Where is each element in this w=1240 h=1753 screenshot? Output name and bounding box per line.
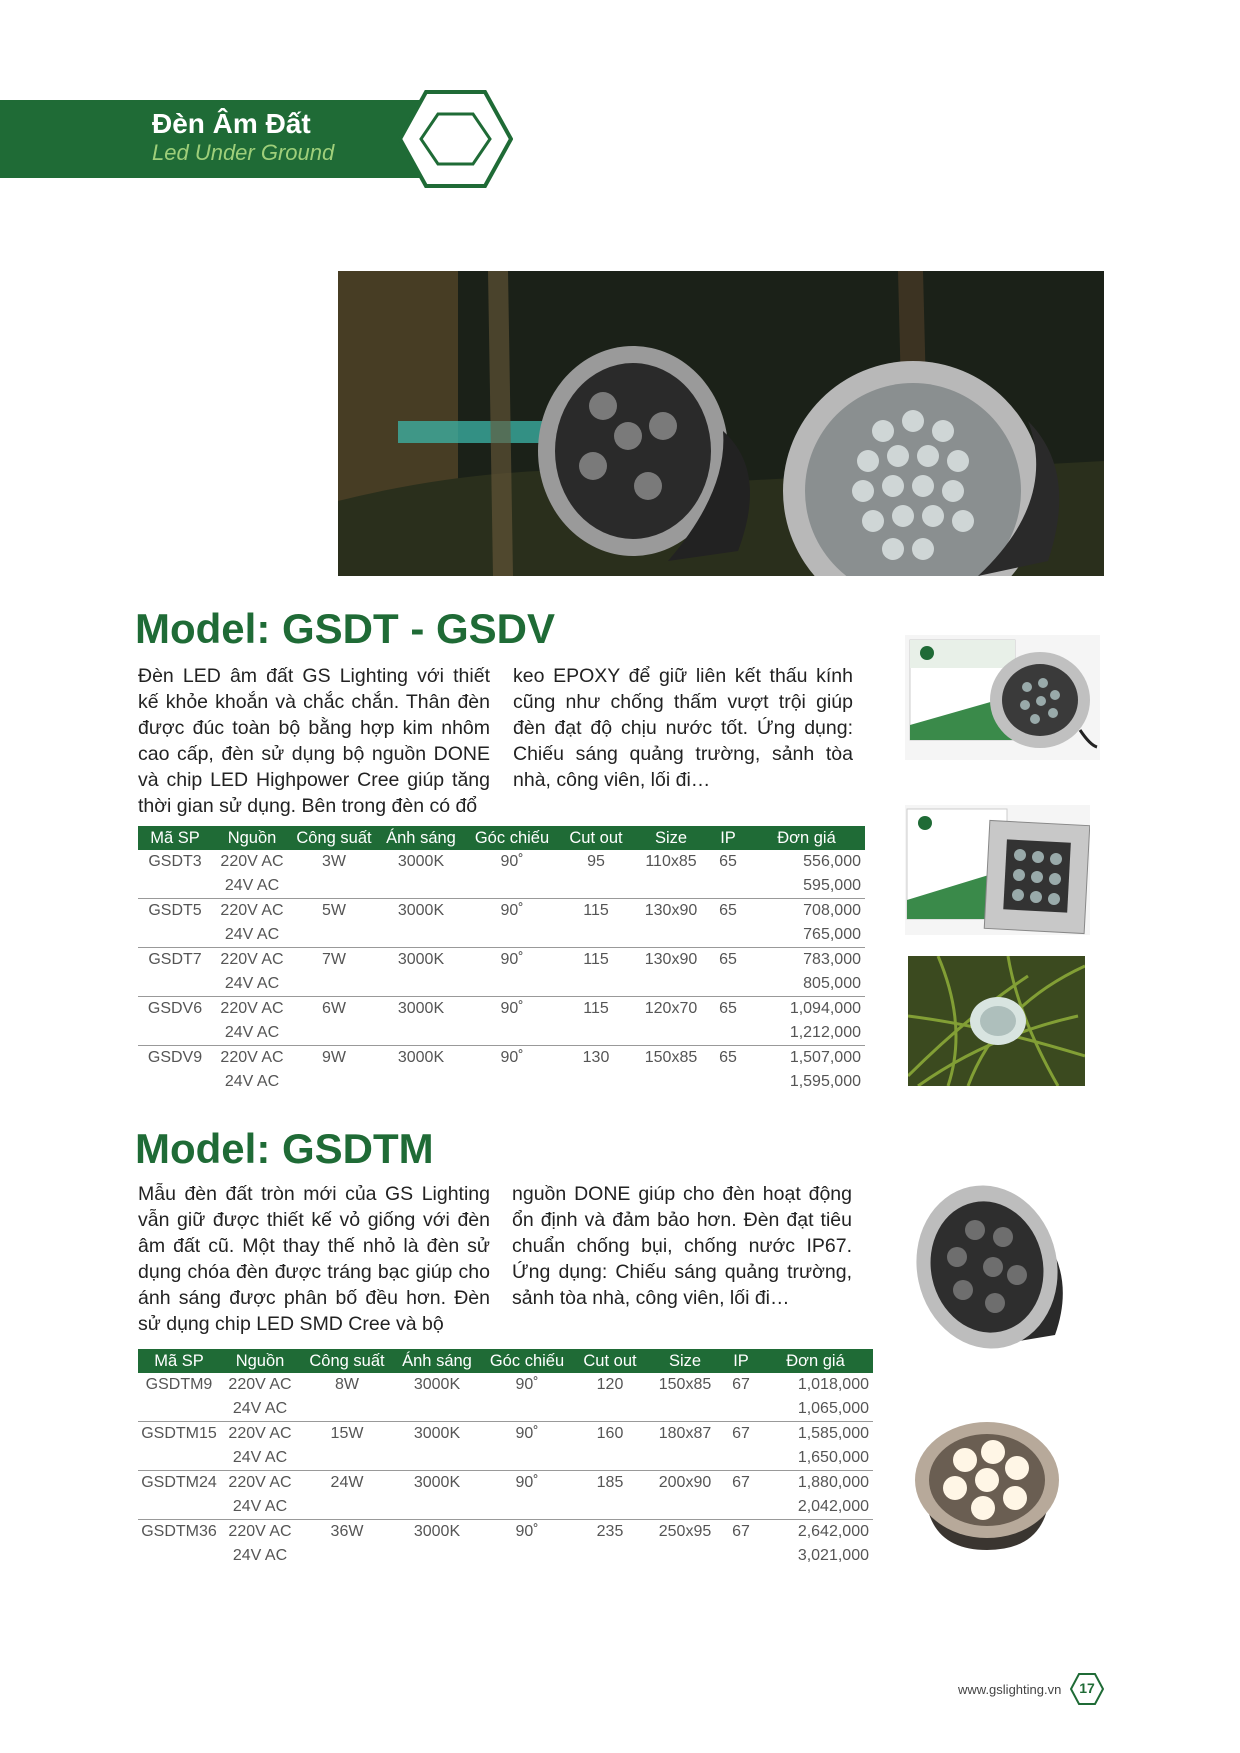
table-cell-source1: 220V AC (228, 1425, 292, 1442)
table-cell-empty (394, 1446, 480, 1471)
table-cell-empty (376, 1021, 466, 1046)
description-right: keo EPOXY để giữ liên kết thấu kính cũng như chống thấm vượt trội giúp đèn đạt độ chịu nước tốt. Ứng dụng: Chiếu sáng quảng trường, sảnh tòa nhà, công viên, lối đi… (513, 665, 853, 791)
table-cell-size: 130x90 (644, 902, 698, 919)
table-row (138, 874, 865, 899)
col-header-price: Đơn giá (748, 826, 865, 850)
table-cell-source2: 24V AC (212, 1021, 292, 1046)
table-cell-price1: 1,018,000 (797, 1376, 869, 1393)
model-title-gsdt-gsdv: Model: GSDT - GSDV (135, 605, 555, 652)
table-cell-code: GSDV6 (147, 1000, 203, 1017)
table-cell-source1: 220V AC (228, 1523, 292, 1540)
footer-website: www.gslighting.vn (958, 1682, 1062, 1697)
table-cell-light: 3000K (397, 951, 445, 968)
table-cell-empty (574, 1397, 646, 1422)
table-cell-empty (466, 1021, 558, 1046)
table-row (138, 1495, 873, 1520)
table-cell-code: GSDTM15 (141, 1425, 217, 1442)
table-cell-empty (574, 1446, 646, 1471)
table-cell-angle: 90˚ (515, 1474, 539, 1491)
table-cell-empty (466, 923, 558, 948)
spec-table-gsdt-gsdv (138, 826, 865, 1094)
table-row (138, 1046, 865, 1071)
table-cell-empty (138, 972, 212, 997)
table-row (138, 972, 865, 997)
table-cell-size: 120x70 (644, 1000, 698, 1017)
hexagon-logo-icon (398, 88, 513, 190)
table-cell-empty (138, 874, 212, 899)
table-row (138, 1373, 873, 1397)
table-cell-ip: 67 (732, 1523, 750, 1540)
table-cell-price2: 1,065,000 (758, 1397, 873, 1422)
table-cell-ip: 65 (719, 951, 737, 968)
table-cell-ip: 65 (719, 1000, 737, 1017)
table-cell-source1: 220V AC (220, 951, 284, 968)
table-cell-empty (376, 923, 466, 948)
table-cell-source1: 220V AC (220, 902, 284, 919)
table-cell-empty (708, 972, 748, 997)
table-cell-power: 5W (322, 902, 346, 919)
table-cell-empty (376, 874, 466, 899)
table-cell-price2: 3,021,000 (797, 1547, 869, 1564)
table-cell-empty (646, 1495, 724, 1520)
table-cell-power: 36W (330, 1523, 364, 1540)
col-header-cutout: Cut out (574, 1349, 646, 1373)
table-cell-empty (466, 972, 558, 997)
table-cell-empty (724, 1446, 758, 1471)
table-cell-empty (634, 972, 708, 997)
table-cell-price1: 1,507,000 (789, 1049, 861, 1066)
col-header-source: Nguồn (212, 826, 292, 850)
grass-install-photo (908, 956, 1085, 1086)
table-cell-light: 3000K (397, 902, 445, 919)
table-header-row (138, 1349, 873, 1373)
table-cell-price1: 1,094,000 (789, 1000, 861, 1017)
table-cell-power: 8W (335, 1376, 359, 1393)
table-cell-empty (574, 1495, 646, 1520)
table-cell-angle: 90˚ (515, 1425, 539, 1442)
col-header-ip: IP (724, 1349, 758, 1373)
table-cell-light: 3000K (413, 1523, 461, 1540)
table-cell-size: 180x87 (658, 1425, 712, 1442)
table-cell-source2: 24V AC (220, 1446, 300, 1471)
table-row (138, 1397, 873, 1422)
table-cell-empty (558, 1070, 634, 1094)
table-cell-empty (394, 1495, 480, 1520)
table-cell-source2: 24V AC (212, 972, 292, 997)
table-cell-code: GSDTM36 (141, 1523, 217, 1540)
table-cell-empty (138, 1495, 220, 1520)
table-cell-empty (292, 874, 376, 899)
table-row (138, 899, 865, 924)
model-title-gsdtm: Model: GSDTM (135, 1125, 434, 1172)
table-cell-light: 3000K (413, 1425, 461, 1442)
spec-table-gsdtm (138, 1349, 873, 1568)
table-cell-empty (138, 1070, 212, 1094)
table-cell-empty (708, 874, 748, 899)
table-cell-empty (138, 1021, 212, 1046)
table-cell-empty (466, 874, 558, 899)
table-cell-empty (292, 972, 376, 997)
table-cell-ip: 67 (732, 1376, 750, 1393)
table-cell-price2: 2,042,000 (758, 1495, 873, 1520)
table-cell-price2: 805,000 (748, 972, 865, 997)
table-cell-empty (708, 923, 748, 948)
page-title: Đèn Âm Đất (152, 108, 311, 139)
col-header-price: Đơn giá (758, 1349, 873, 1373)
table-cell-empty (646, 1397, 724, 1422)
table-row (138, 948, 865, 973)
table-cell-empty (634, 1021, 708, 1046)
table-cell-power: 3W (322, 853, 346, 870)
table-cell-price2: 1,212,000 (748, 1021, 865, 1046)
table-cell-cutout: 115 (583, 951, 609, 968)
table-cell-source2: 24V AC (232, 1547, 288, 1564)
table-cell-size: 110x85 (645, 853, 697, 870)
table-cell-empty (646, 1446, 724, 1471)
col-header-code: Mã SP (138, 826, 212, 850)
product-box-photo-square (905, 805, 1090, 935)
table-cell-size: 150x85 (644, 1049, 698, 1066)
table-cell-empty (724, 1544, 758, 1568)
table-cell-power: 9W (322, 1049, 346, 1066)
table-cell-empty (558, 1021, 634, 1046)
table-cell-empty (724, 1397, 758, 1422)
table-cell-ip: 65 (719, 1049, 737, 1066)
table-cell-cutout: 235 (596, 1523, 624, 1540)
table-cell-price1: 556,000 (803, 853, 861, 870)
table-cell-empty (708, 1070, 748, 1094)
table-cell-angle: 90˚ (500, 1049, 524, 1066)
table-cell-source1: 220V AC (228, 1376, 292, 1393)
table-cell-angle: 90˚ (500, 853, 524, 870)
col-header-power: Công suất (292, 826, 376, 850)
table-cell-light: 3000K (397, 853, 445, 870)
col-header-light: Ánh sáng (376, 826, 466, 850)
table-cell-price2: 1,650,000 (758, 1446, 873, 1471)
table-cell-empty (138, 1446, 220, 1471)
table-cell-empty (292, 1021, 376, 1046)
table-cell-code: GSDTM24 (141, 1474, 217, 1491)
table-cell-empty (138, 1397, 220, 1422)
table-cell-empty (634, 1070, 708, 1094)
table-cell-cutout: 120 (596, 1376, 624, 1393)
table-cell-source2: 24V AC (224, 1073, 280, 1090)
table-cell-cutout: 160 (596, 1425, 624, 1442)
table-row (138, 850, 865, 874)
col-header-light: Ánh sáng (394, 1349, 480, 1373)
table-cell-empty (558, 874, 634, 899)
table-cell-empty (634, 874, 708, 899)
table-cell-empty (376, 1070, 466, 1094)
table-cell-cutout: 115 (583, 1000, 609, 1017)
table-cell-power: 15W (330, 1425, 364, 1442)
col-header-power: Công suất (300, 1349, 394, 1373)
table-cell-empty (480, 1495, 574, 1520)
table-cell-price2: 1,595,000 (789, 1073, 861, 1090)
table-cell-source1: 220V AC (228, 1474, 292, 1491)
table-cell-power: 24W (330, 1474, 364, 1491)
table-cell-empty (300, 1544, 394, 1568)
table-cell-price2: 595,000 (748, 874, 865, 899)
table-cell-light: 3000K (413, 1474, 461, 1491)
header-banner (0, 100, 430, 178)
table-cell-empty (292, 923, 376, 948)
table-cell-cutout: 115 (583, 902, 609, 919)
page-number: 17 (1079, 1680, 1095, 1696)
table-cell-ip: 67 (732, 1425, 750, 1442)
table-cell-size: 130x90 (644, 951, 698, 968)
table-cell-empty (558, 972, 634, 997)
table-cell-source2: 24V AC (212, 874, 292, 899)
description-right: nguồn DONE giúp cho đèn hoạt động ổn định và đảm bảo hơn. Đèn đạt tiêu chuẩn chống bụi, chống nước IP67. Ứng dụng: Chiếu sáng quảng trường, sảnh tòa nhà, công viên, lối đi… (512, 1183, 852, 1309)
table-cell-light: 3000K (397, 1049, 445, 1066)
table-cell-empty (394, 1544, 480, 1568)
table-cell-source2: 24V AC (212, 923, 292, 948)
col-header-cutout: Cut out (558, 826, 634, 850)
table-cell-source1: 220V AC (220, 1049, 284, 1066)
table-cell-code: GSDTM9 (145, 1376, 213, 1393)
table-cell-empty (138, 1544, 220, 1568)
hero-product-photo (338, 271, 1104, 576)
page-subtitle: Led Under Ground (152, 140, 335, 165)
table-cell-price1: 1,585,000 (797, 1425, 869, 1442)
gsdtm-lit-product-photo (905, 1410, 1070, 1555)
table-cell-empty (574, 1544, 646, 1568)
description-left: Mẫu đèn đất tròn mới của GS Lighting vẫn giữ được thiết kế vỏ giống với đèn âm đất cũ. Một thay thế nhỏ là đèn sử dụng chóa đèn được tráng bạc giúp cho ánh sáng được phân bố đều hơn. Đèn sử dụng chip LED SMD Cree và bộ (138, 1183, 490, 1335)
table-cell-light: 3000K (397, 1000, 445, 1017)
table-cell-empty (558, 923, 634, 948)
table-cell-code: GSDT7 (148, 951, 202, 968)
table-cell-ip: 67 (732, 1474, 750, 1491)
table-cell-ip: 65 (719, 902, 737, 919)
table-row (138, 1544, 873, 1568)
table-header-row (138, 826, 865, 850)
table-cell-empty (634, 923, 708, 948)
table-cell-source2: 24V AC (220, 1397, 300, 1422)
table-cell-empty (300, 1397, 394, 1422)
description-left: Đèn LED âm đất GS Lighting với thiết kế khỏe khoắn và chắc chắn. Thân đèn được đúc toàn bộ bằng hợp kim nhôm cao cấp, đèn sử dụng bộ nguồn DONE và chip LED Highpower Cree giúp tăng thời gian sử dụng. Bên trong đèn có đổ (138, 665, 490, 817)
table-cell-cutout: 185 (596, 1474, 624, 1491)
table-cell-empty (480, 1446, 574, 1471)
col-header-angle: Góc chiếu (466, 826, 558, 850)
table-cell-empty (466, 1070, 558, 1094)
table-row (138, 997, 865, 1022)
table-cell-price1: 708,000 (803, 902, 861, 919)
table-cell-code: GSDT5 (148, 902, 202, 919)
col-header-size: Size (634, 826, 708, 850)
table-cell-price2: 765,000 (748, 923, 865, 948)
table-cell-price1: 2,642,000 (797, 1523, 869, 1540)
table-cell-size: 150x85 (658, 1376, 712, 1393)
table-row (138, 1446, 873, 1471)
table-cell-power: 6W (322, 1000, 346, 1017)
table-cell-code: GSDV9 (147, 1049, 203, 1066)
table-cell-light: 3000K (413, 1376, 461, 1393)
table-cell-empty (708, 1021, 748, 1046)
table-cell-empty (300, 1446, 394, 1471)
table-cell-source2: 24V AC (220, 1495, 300, 1520)
table-cell-source1: 220V AC (220, 853, 284, 870)
table-cell-power: 7W (322, 951, 346, 968)
table-cell-cutout: 95 (587, 853, 605, 870)
product-box-photo-round (905, 635, 1100, 760)
table-row (138, 1471, 873, 1496)
table-cell-angle: 90˚ (515, 1523, 539, 1540)
gsdtm-product-photo (905, 1175, 1075, 1360)
col-header-source: Nguồn (220, 1349, 300, 1373)
table-row (138, 1520, 873, 1545)
col-header-angle: Góc chiếu (480, 1349, 574, 1373)
table-cell-empty (376, 972, 466, 997)
table-cell-source1: 220V AC (220, 1000, 284, 1017)
table-cell-angle: 90˚ (515, 1376, 539, 1393)
table-cell-empty (138, 923, 212, 948)
table-cell-empty (394, 1397, 480, 1422)
col-header-code: Mã SP (138, 1349, 220, 1373)
table-cell-angle: 90˚ (500, 1000, 524, 1017)
table-cell-angle: 90˚ (500, 951, 524, 968)
table-cell-empty (724, 1495, 758, 1520)
table-cell-empty (300, 1495, 394, 1520)
table-cell-cutout: 130 (582, 1049, 610, 1066)
col-header-ip: IP (708, 826, 748, 850)
table-cell-empty (480, 1397, 574, 1422)
table-cell-ip: 65 (719, 853, 737, 870)
table-row (138, 1070, 865, 1094)
table-cell-size: 200x90 (658, 1474, 712, 1491)
table-cell-code: GSDT3 (148, 853, 202, 870)
table-row (138, 1422, 873, 1447)
table-cell-empty (292, 1070, 376, 1094)
table-row (138, 923, 865, 948)
table-cell-empty (646, 1544, 724, 1568)
table-cell-angle: 90˚ (500, 902, 524, 919)
table-cell-size: 250x95 (658, 1523, 712, 1540)
table-cell-price1: 1,880,000 (797, 1474, 869, 1491)
col-header-size: Size (646, 1349, 724, 1373)
table-cell-empty (480, 1544, 574, 1568)
table-cell-price1: 783,000 (803, 951, 861, 968)
table-row (138, 1021, 865, 1046)
